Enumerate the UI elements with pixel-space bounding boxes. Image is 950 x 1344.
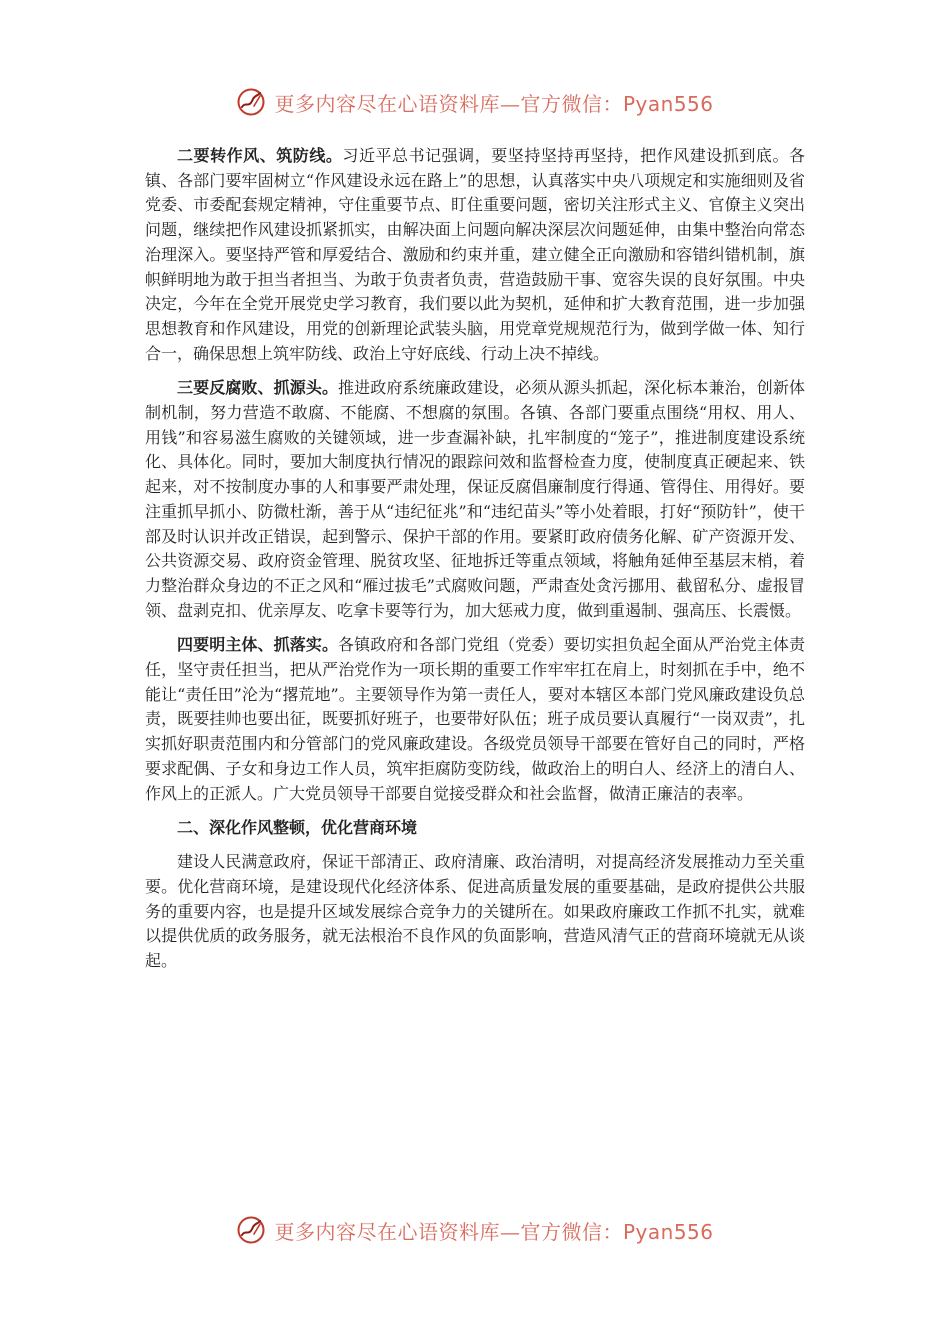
paragraph-lead: 三要反腐败、抓源头。 — [177, 378, 339, 398]
document-body — [145, 144, 805, 984]
section-heading: 二、深化作风整顿，优化营商环境 — [177, 818, 418, 838]
closing-paragraph: 建设人民满意政府，保证干部清正、政府清廉、政治清明，对提高经济发展推动力至关重要。优化营商环境，是建设现代化经济体系、促进高质量发展的重要基础，是政府提供公共服务的重要内容，也是提升区域发展综合竞争力的关键所在。如果政府廉政工作抓不扎实，就难以提供优质的政务服务，就无法根治不良作风的负面影响，营造风清气正的营商环境就无从谈起。 — [145, 852, 805, 971]
paragraph-body: 各镇政府和各部门党组（党委）要切实担负起全面从严治党主体责任，坚守责任担当，把从严治党作为一项长期的重要工作牢牢扛在肩上，时刻抓在手中，绝不能让“责任田”沦为“撂荒地”。主要领导作为第一责任人，要对本辖区本部门党风廉政建设负总责，既要挂帅也要出征，既要抓好班子，也要带好队伍；班子成员要认真履行“一岗双责”，扎实抓好职责范围内和分管部门的党风廉政建设。各级党员领导干部要在管好自己的同时，严格要求配偶、子女和身边工作人员，筑牢拒腐防变防线，做政治上的明白人、经济上的清白人、作风上的正派人。广大党员领导干部要自觉接受群众和社会监督，做清正廉洁的表率。 — [145, 635, 805, 803]
paragraph-lead: 四要明主体、抓落实。 — [177, 635, 339, 655]
pen-signature-icon — [236, 87, 266, 117]
watermark-text: 更多内容尽在心语资料库—官方微信：Pyan556 — [274, 1219, 714, 1244]
pen-signature-icon — [236, 1215, 266, 1245]
paragraph-body: 习近平总书记强调，要坚持坚持再坚持，把作风建设抓到底。各镇、各部门要牢固树立“作风建设永远在路上”的思想，认真落实中央八项规定和实施细则及省党委、市委配套规定精神，守住重要节点、盯住重要问题，密切关注形式主义、官僚主义突出问题，继续把作风建设抓紧抓实，由解决面上问题向解决深层次问题延伸，由集中整治向常态治理深入。要坚持严管和厚爱结合、激励和约束并重，建立健全正向激励和容错纠错机制，旗帜鲜明地为敢于担当者担当、为敢于负责者负责，营造鼓励干事、宽容失误的良好氛围。中央决定，今年在全党开展党史学习教育，我们要以此为契机，延伸和扩大教育范围，进一步加强思想教育和作风建设，用党的创新理论武装头脑，用党章党规规范行为，做到学做一体、知行合一，确保思想上筑牢防线、政治上守好底线、行动上决不掉线。 — [145, 146, 805, 363]
watermark-text: 更多内容尽在心语资料库—官方微信：Pyan556 — [274, 91, 714, 116]
paragraph-point-4 — [145, 633, 805, 806]
watermark-banner-bottom — [0, 1210, 950, 1250]
paragraph-point-3 — [145, 376, 805, 623]
watermark-banner-top — [0, 82, 950, 122]
paragraph-lead: 二要转作风、筑防线。 — [177, 146, 343, 165]
paragraph-body: 推进政府系统廉政建设，必须从源头抓起，深化标本兼治，创新体制机制，努力营造不敢腐、不能腐、不想腐的氛围。各镇、各部门要重点围绕“用权、用人、用钱”和容易滋生腐败的关键领域，进一步查漏补缺，扎牢制度的“笼子”，推进制度建设系统化、具体化。同时，要加大制度执行情况的跟踪问效和监督检查力度，使制度真正硬起来、铁起来，对不按制度办事的人和事要严肃处理，保证反腐倡廉制度行得通、管得住、用得好。要注重抓早抓小、防微杜渐，善于从“违纪征兆”和“违纪苗头”等小处着眼，打好“预防针”，使干部及时认识并改正错误，起到警示、保护干部的作用。要紧盯政府债务化解、矿产资源开发、公共资源交易、政府资金管理、脱贫攻坚、征地拆迁等重点领域，将触角延伸至基层末梢，着力整治群众身边的不正之风和“雁过拔毛”式腐败问题，严肃查处贪污挪用、截留私分、虚报冒领、盘剥克扣、优亲厚友、吃拿卡要等行为，加大惩戒力度，做到重遏制、强高压、长震慑。 — [145, 378, 805, 620]
paragraph-point-2 — [145, 144, 805, 366]
wechat-id: Pyan556 — [622, 91, 714, 116]
wechat-id: Pyan556 — [622, 1219, 714, 1244]
